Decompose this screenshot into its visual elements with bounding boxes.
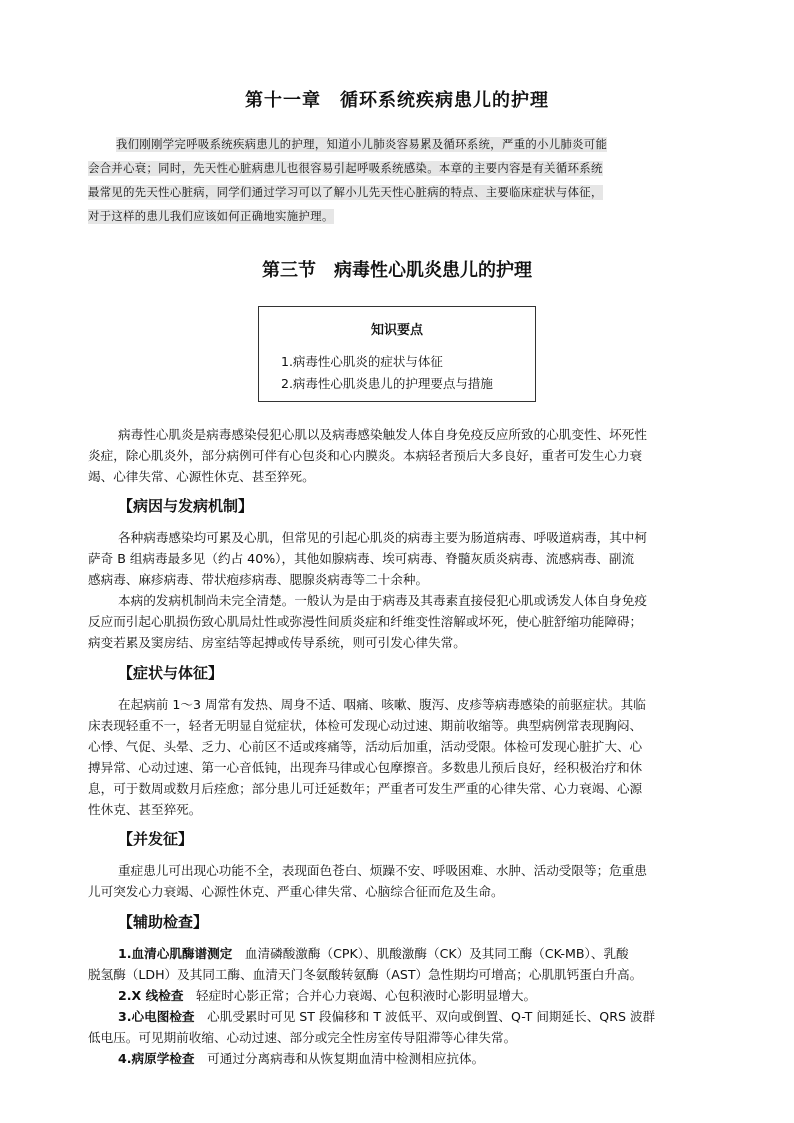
exam-text: 轻症时心影正常；合并心力衰竭、心包积液时心影明显增大。 [183,988,537,1003]
exam-item [88,1027,704,1048]
exam-text: 血清磷酸激酶（CPK）、肌酸激酶（CK）及其同工酶（CK-MB）、乳酸 [232,946,629,961]
text-line: 儿可突发心力衰竭、心源性休克、严重心律失常、心脑综合征而危及生命。 [88,884,504,899]
symptom-paragraph [88,694,704,820]
text-line: 搏异常、心动过速、第一心音低钝，出现奔马律或心包摩擦音。多数患儿预后良好，经积极治疗和休 [88,760,643,775]
exam-list [88,943,704,1069]
intro-line: 最常见的先天性心脏病，同学们通过学习可以了解小儿先天性心脏病的特点、主要临床症状与体征， [88,186,603,199]
text-line: 病变若累及窦房结、房室结等起搏或传导系统，则可引发心律失常。 [88,635,466,650]
exam-text: 心肌受累时可见 ST 段偏移和 T 波低平、双向或倒置、Q-T 间期延长、QRS 波群 [194,1009,656,1024]
text-line: 各种病毒感染均可累及心肌，但常见的引起心肌炎的病毒主要为肠道病毒、呼吸道病毒，其中柯 [118,530,647,545]
exam-label: 2.X 线检查 [118,988,184,1003]
text-line: 心悸、气促、头晕、乏力、心前区不适或疼痛等，活动后加重，活动受限。体检可发现心脏扩大、心 [88,739,643,754]
heading-cause: 【病因与发病机制】 [118,497,254,515]
exam-label: 1.血清心肌酶谱测定 [118,946,233,961]
knowledge-item: 1.病毒性心肌炎的症状与体征 [281,354,443,369]
intro-line: 对于这样的患儿我们应该如何正确地实施护理。 [88,210,334,223]
text-line: 竭、心律失常、心源性休克、甚至猝死。 [88,469,315,484]
text-line: 感病毒、麻疹病毒、带状疱疹病毒、腮腺炎病毒等二十余种。 [88,572,429,587]
exam-item [88,1048,704,1069]
exam-text: 可通过分离病毒和从恢复期血清中检测相应抗体。 [194,1051,485,1066]
intro-line: 会合并心衰；同时，先天性心脏病患儿也很容易引起呼吸系统感染。本章的主要内容是有关循环系统 [88,162,603,175]
exam-item [88,985,704,1006]
exam-item [88,1006,704,1027]
knowledge-box [258,306,536,402]
heading-complication: 【并发征】 [118,830,194,848]
text-line: 重症患儿可出现心功能不全，表现面色苍白、烦躁不安、呼吸困难、水肿、活动受限等；危重患 [118,863,647,878]
text-line: 息，可于数周或数月后痊愈；部分患儿可迁延数年；严重者可发生严重的心律失常、心力衰竭、心源 [88,781,643,796]
text-line: 在起病前 1～3 周常有发热、周身不适、咽痛、咳嗽、腹泻、皮疹等病毒感染的前驱症状。其临 [118,697,646,712]
text-line: 萨奇 B 组病毒最多见（约占 40%），其他如腺病毒、埃可病毒、脊髓灰质炎病毒、流感病毒、副流 [88,551,635,566]
exam-text: 低电压。可见期前收缩、心动过速、部分或完全性房室传导阻滞等心律失常。 [88,1030,517,1045]
knowledge-item: 2.病毒性心肌炎患儿的护理要点与措施 [281,376,493,391]
exam-label: 4.病原学检查 [118,1051,195,1066]
text-line: 本病的发病机制尚未完全清楚。一般认为是由于病毒及其毒素直接侵犯心肌或诱发人体自身免疫 [118,593,647,608]
heading-symptom: 【症状与体征】 [118,664,224,682]
cause-paragraph [88,527,704,653]
chapter-title: 第十一章 循环系统疾病患儿的护理 [245,90,549,111]
text-line: 性休克、甚至猝死。 [88,802,202,817]
chapter-intro [88,134,704,230]
exam-text: 脱氢酶（LDH）及其同工酶、血清天门冬氨酸转氨酶（AST）急性期均可增高；心肌肌钙蛋白升高。 [88,967,643,982]
exam-item [88,964,704,985]
exam-label: 3.心电图检查 [118,1009,195,1024]
intro-line: 我们刚刚学完呼吸系统疾病患儿的护理，知道小儿肺炎容易累及循环系统，严重的小儿肺炎可能 [116,138,608,151]
text-line: 炎症，除心肌炎外，部分病例可伴有心包炎和心内膜炎。本病轻者预后大多良好，重者可发生心力衰 [88,448,643,463]
section-title: 第三节 病毒性心肌炎患儿的护理 [262,260,532,281]
complication-paragraph [88,860,704,902]
definition-paragraph [88,424,704,487]
text-line: 床表现轻重不一，轻者无明显自觉症状，体检可发现心动过速、期前收缩等。典型病例常表现胸闷、 [88,718,643,733]
exam-item [88,943,704,964]
knowledge-box-title: 知识要点 [370,323,423,338]
text-line: 病毒性心肌炎是病毒感染侵犯心肌以及病毒感染触发人体自身免疫反应所致的心肌变性、坏死性 [118,427,647,442]
text-line: 反应而引起心肌损伤致心肌局灶性或弥漫性间质炎症和纤维变性溶解或坏死，使心脏舒缩功能障碍； [88,614,643,629]
heading-exam: 【辅助检查】 [118,913,209,931]
